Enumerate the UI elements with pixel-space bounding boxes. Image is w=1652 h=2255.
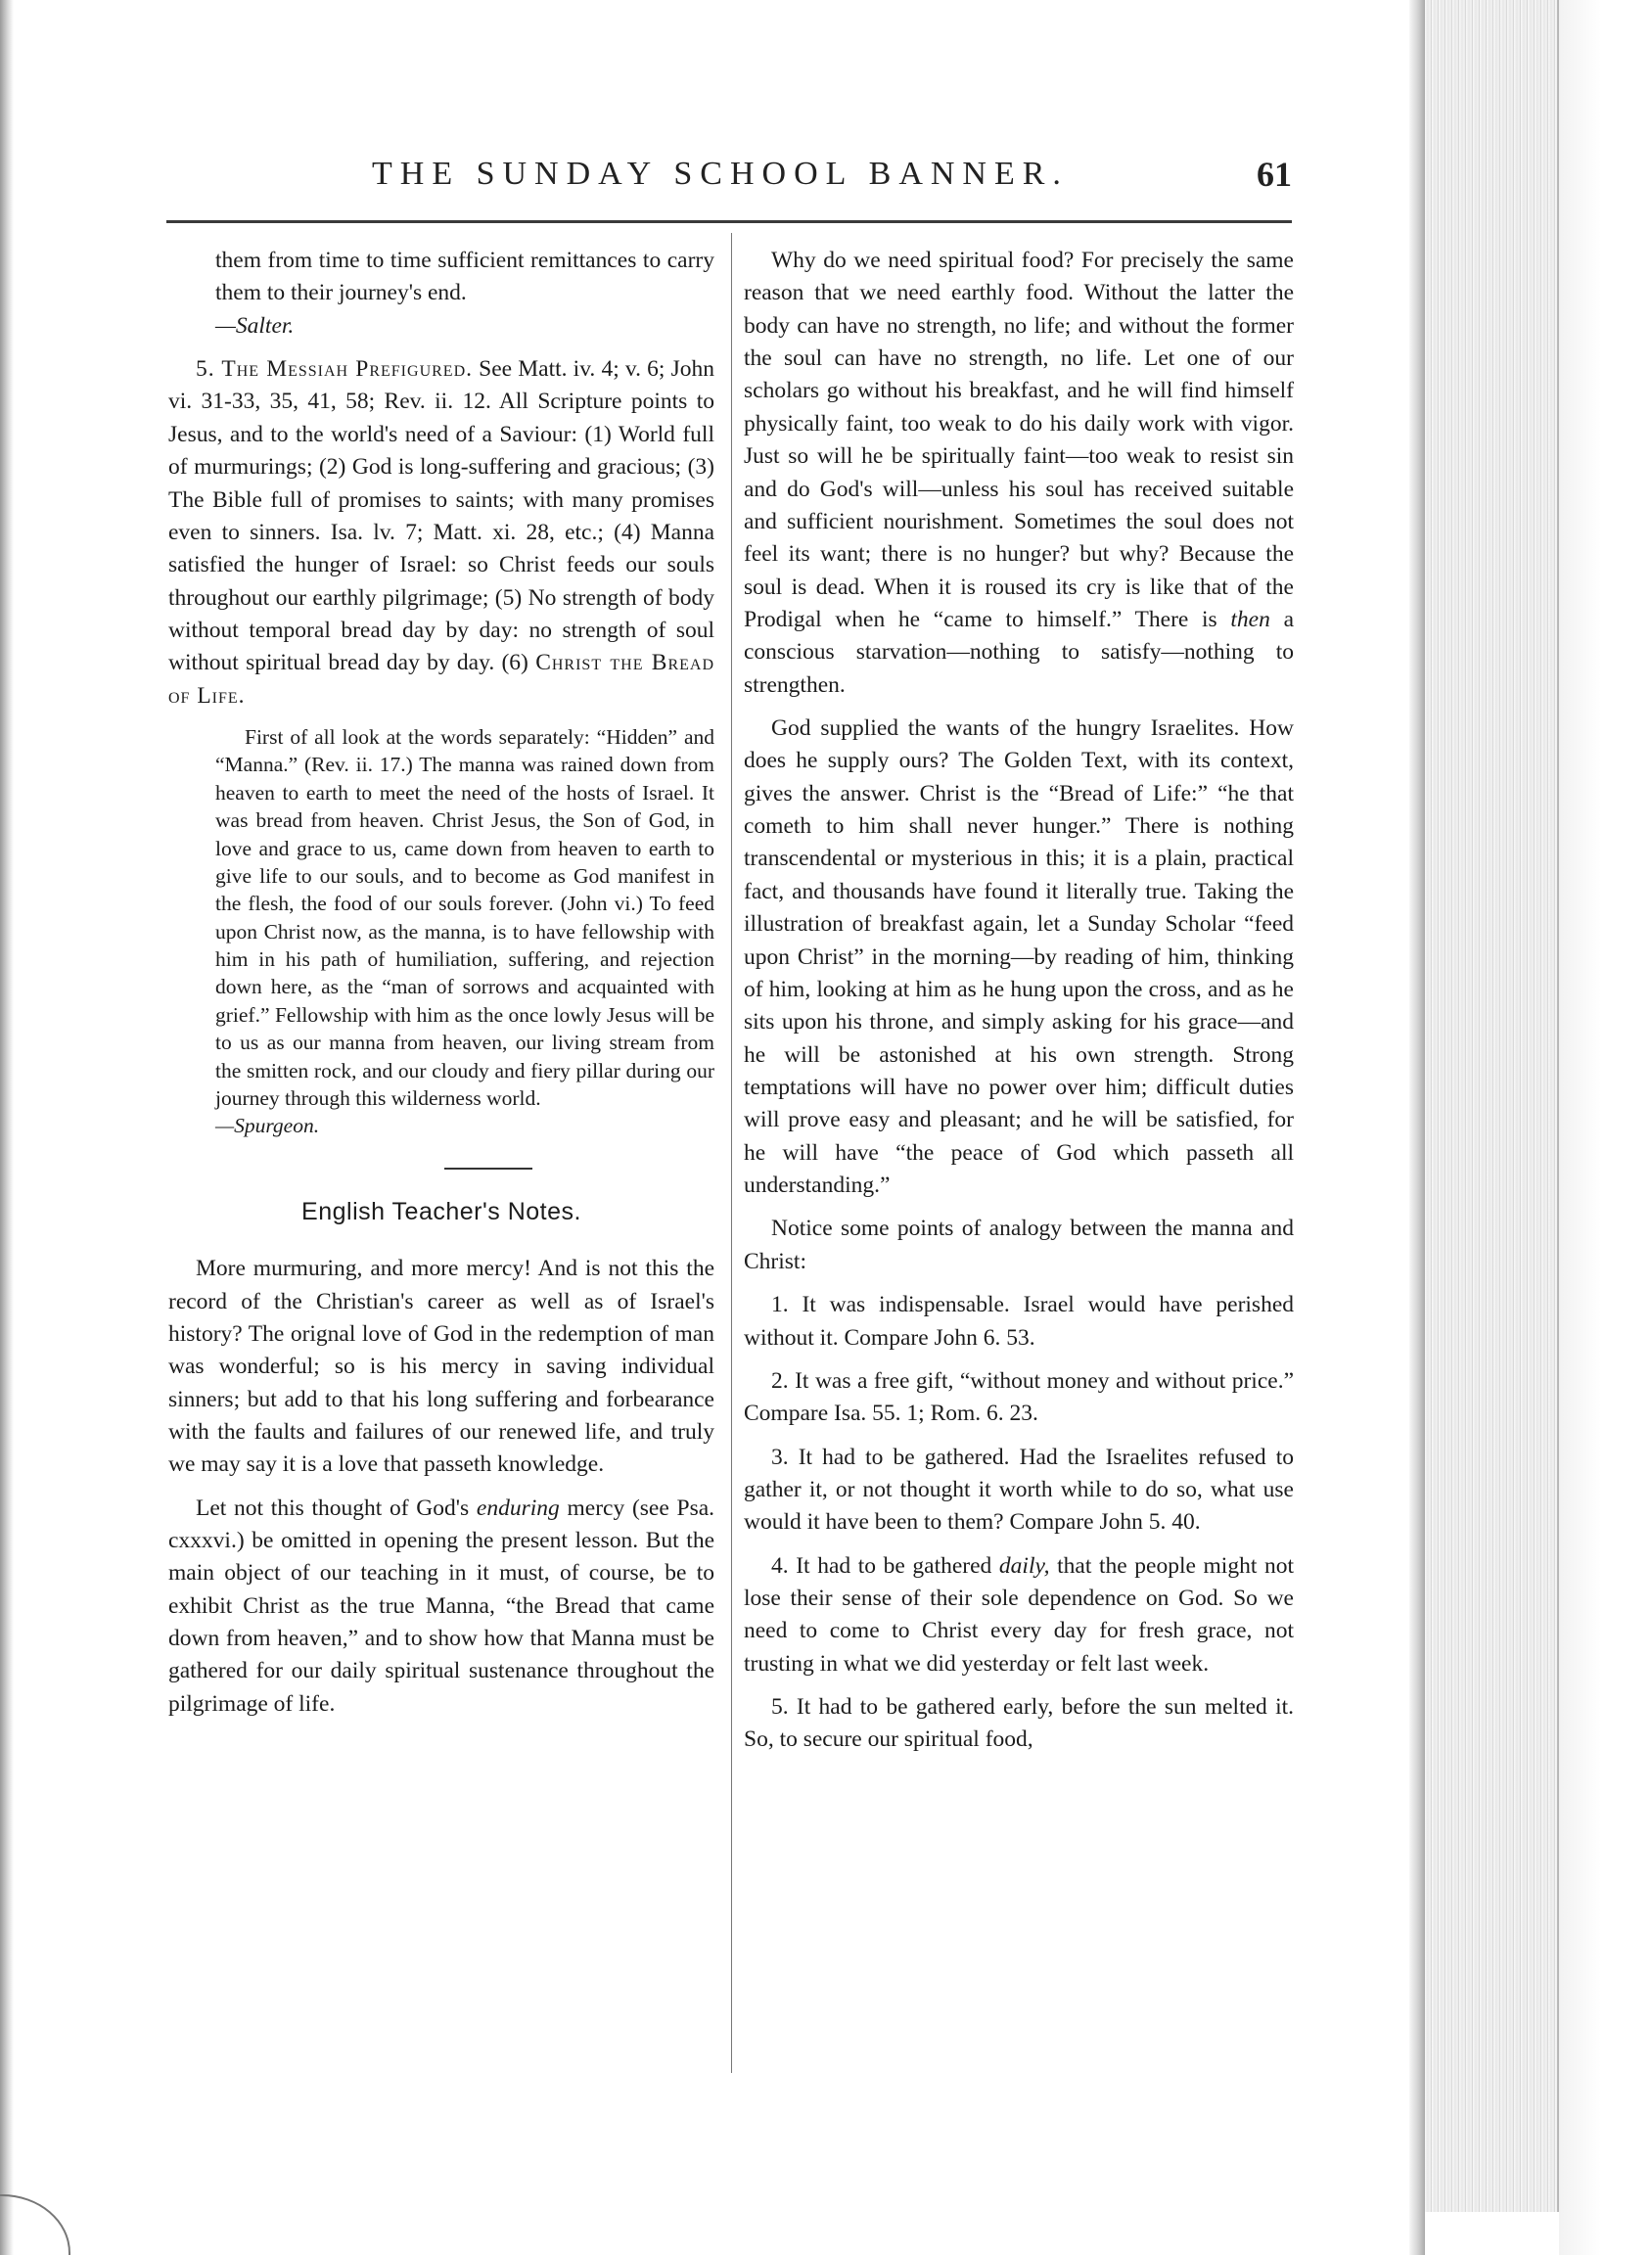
facing-page-curl xyxy=(0,2194,70,2255)
salter-quote xyxy=(215,245,714,343)
analogy-point-4 xyxy=(744,1550,1294,1680)
paragraph-text: that the people might not lose their sense of their sole dependence on God. So we need to come to Christ every day for fresh grace, not trusting in what we did yesterday or felt last week. xyxy=(744,1552,1294,1677)
running-title: THE SUNDAY SCHOOL BANNER. xyxy=(372,156,1069,192)
spurgeon-attribution: —Spurgeon. xyxy=(215,1114,320,1138)
spurgeon-quote-text: First of all look at the words separately: “Hidden” and “Manna.” (Rev. ii. 17.) The manna was rained down from heaven to earth to meet the need of the hosts of Israel. It was bread from heaven. Christ Jesus, the Son of God, in love and grace to us, came down from heaven to earth to give life to our souls, and to become as God manifest in the flesh, the food of our souls forever. (John vi.) To feed upon Christ now, as the manna, is to have fellowship with him in his path of humiliation, suffering, and rejection down here, as the “man of sorrows and acquainted with grief.” Fellowship with him as the once lowly Jesus will be to us as our manna from heaven, our living stream from the smitten rock, and our cloudy and fiery pillar during our journey through this wilderness world. xyxy=(215,725,714,1110)
right-column xyxy=(744,245,1294,1768)
section-heading: English Teacher's Notes. xyxy=(301,1197,581,1225)
page-number: 61 xyxy=(1257,155,1292,194)
section-separator xyxy=(444,1168,532,1170)
notes-paragraph-1: More murmuring, and more mercy! And is not this the record of the Christian's career as well as of Israel's history? The orignal love of God in the redemption of man was wonderful; so is his mercy in saving individual sinners; but add to that his long suffering and forbearance with the faults and failures of our renewed life, and truly we may say it is a love that passeth knowledge. xyxy=(168,1256,714,1478)
analogy-point-5: 5. It had to be gathered early, before the sun melted it. So, to secure our spiritual food, xyxy=(744,1694,1294,1753)
salter-attribution: —Salter. xyxy=(215,312,295,339)
notes-paragraph-2 xyxy=(168,1493,714,1722)
book-page-stack xyxy=(1425,0,1559,2212)
salter-quote-text: them from time to time sufficient remittances to carry them to their journey's end. xyxy=(215,248,714,306)
spurgeon-quote xyxy=(215,723,714,1140)
item-text: See Matt. iv. 4; v. 6; John vi. 31-33, 35, 41, 58; Rev. ii. 12. All Scripture points to Jesus, and to the world's need of a Saviour: (1) World full of murmurings; (2) God is long-suffering and gracious; (3) The Bible full of promises to saints; with many promises even to sinners. Isa. lv. 7; Matt. xi. 28, etc.; (4) Manna satisfied the hunger of Israel: so Christ feeds our souls throughout our earthly pilgrimage; (5) No strength of body without temporal bread day by day: no strength of soul without spiritual bread day by day. (6) xyxy=(168,356,715,676)
right-paragraph-1 xyxy=(744,245,1294,702)
paragraph-text: a conscious starvation—nothing to satisfy—nothing to strengthen. xyxy=(744,606,1295,698)
analogy-point-1: 1. It was indispensable. Israel would have perished without it. Compare John 6. 53. xyxy=(744,1292,1294,1351)
scan-background xyxy=(1559,0,1652,2255)
analogy-point-3: 3. It had to be gathered. Had the Israelites refused to gather it, or not thought it worth while to do so, what use would it have been to them? Compare John 5. 40. xyxy=(744,1444,1294,1536)
right-paragraph-3: Notice some points of analogy between the manna and Christ: xyxy=(744,1216,1294,1274)
page-edge-shadow xyxy=(1409,0,1425,2255)
right-paragraph-2: God supplied the wants of the hungry Israelites. How does he supply ours? The Golden Text, with its context, gives the answer. Christ is the “Bread of Life:” “he that cometh to him shall never hunger.” There is nothing transcendental or mysterious in this; it is a plain, practical fact, and thousands have found it literally true. Taking the illustration of breakfast again, let a Sunday Scholar “feed upon Christ” in the morning—by reading of him, thinking of him, looking at him as he hung upon the cross, and as he sits upon his throne, and simply asking for his grace—and he will be astonished at his own strength. Strong temptations will have no power over him; difficult duties will prove easy and pleasant; and he will be satisfied, for he will have “the peace of God which passeth all understanding.” xyxy=(744,715,1294,1199)
item-tail: Christ the Bread of Life. xyxy=(168,650,715,709)
emphasis-text: enduring xyxy=(476,1495,560,1521)
paragraph-text: Let not this thought of God's xyxy=(196,1495,470,1521)
item-label: 5. The Messiah Prefigured. xyxy=(196,356,473,383)
paragraph-text: mercy (see Psa. cxxxvi.) be omitted in opening the present lesson. But the main object of our teaching in it must, of course, be to exhibit Christ as the true Manna, “the Bread that came down from heaven,” and to show how that Manna must be gathered for our daily spiritual sustenance throughout the pilgrimage of life. xyxy=(168,1495,715,1717)
analogy-point-2: 2. It was a free gift, “without money and without price.” Compare Isa. 55. 1; Rom. 6. 23. xyxy=(744,1367,1294,1427)
paragraph-text: 4. It had to be gathered xyxy=(771,1552,992,1579)
item-messiah-prefigured xyxy=(168,353,714,713)
paragraph-text: Why do we need spiritual food? For precisely the same reason that we need earthly food. Without the latter the body can have no strength, no life; and without the former the soul can have no strength, no life. Let one of our scholars go without his breakfast, and he will find himself physically faint, too weak to do his daily work with vigor. Just so will he be spiritually faint—too weak to resist sin and do God's will—unless his soul has received suitable and sufficient nourishment. Sometimes the soul does not feel its want; there is no hunger? but why? Because the soul is dead. When it is roused its cry is like that of the Prodigal when he “came to himself.” There is xyxy=(744,248,1294,632)
left-column xyxy=(168,245,714,1731)
header-rule xyxy=(166,220,1292,223)
column-divider xyxy=(731,233,732,2073)
emphasis-text: then xyxy=(1230,606,1270,632)
emphasis-text: daily, xyxy=(998,1552,1050,1579)
book-gutter-shadow xyxy=(0,0,14,2255)
running-header xyxy=(166,152,1292,201)
